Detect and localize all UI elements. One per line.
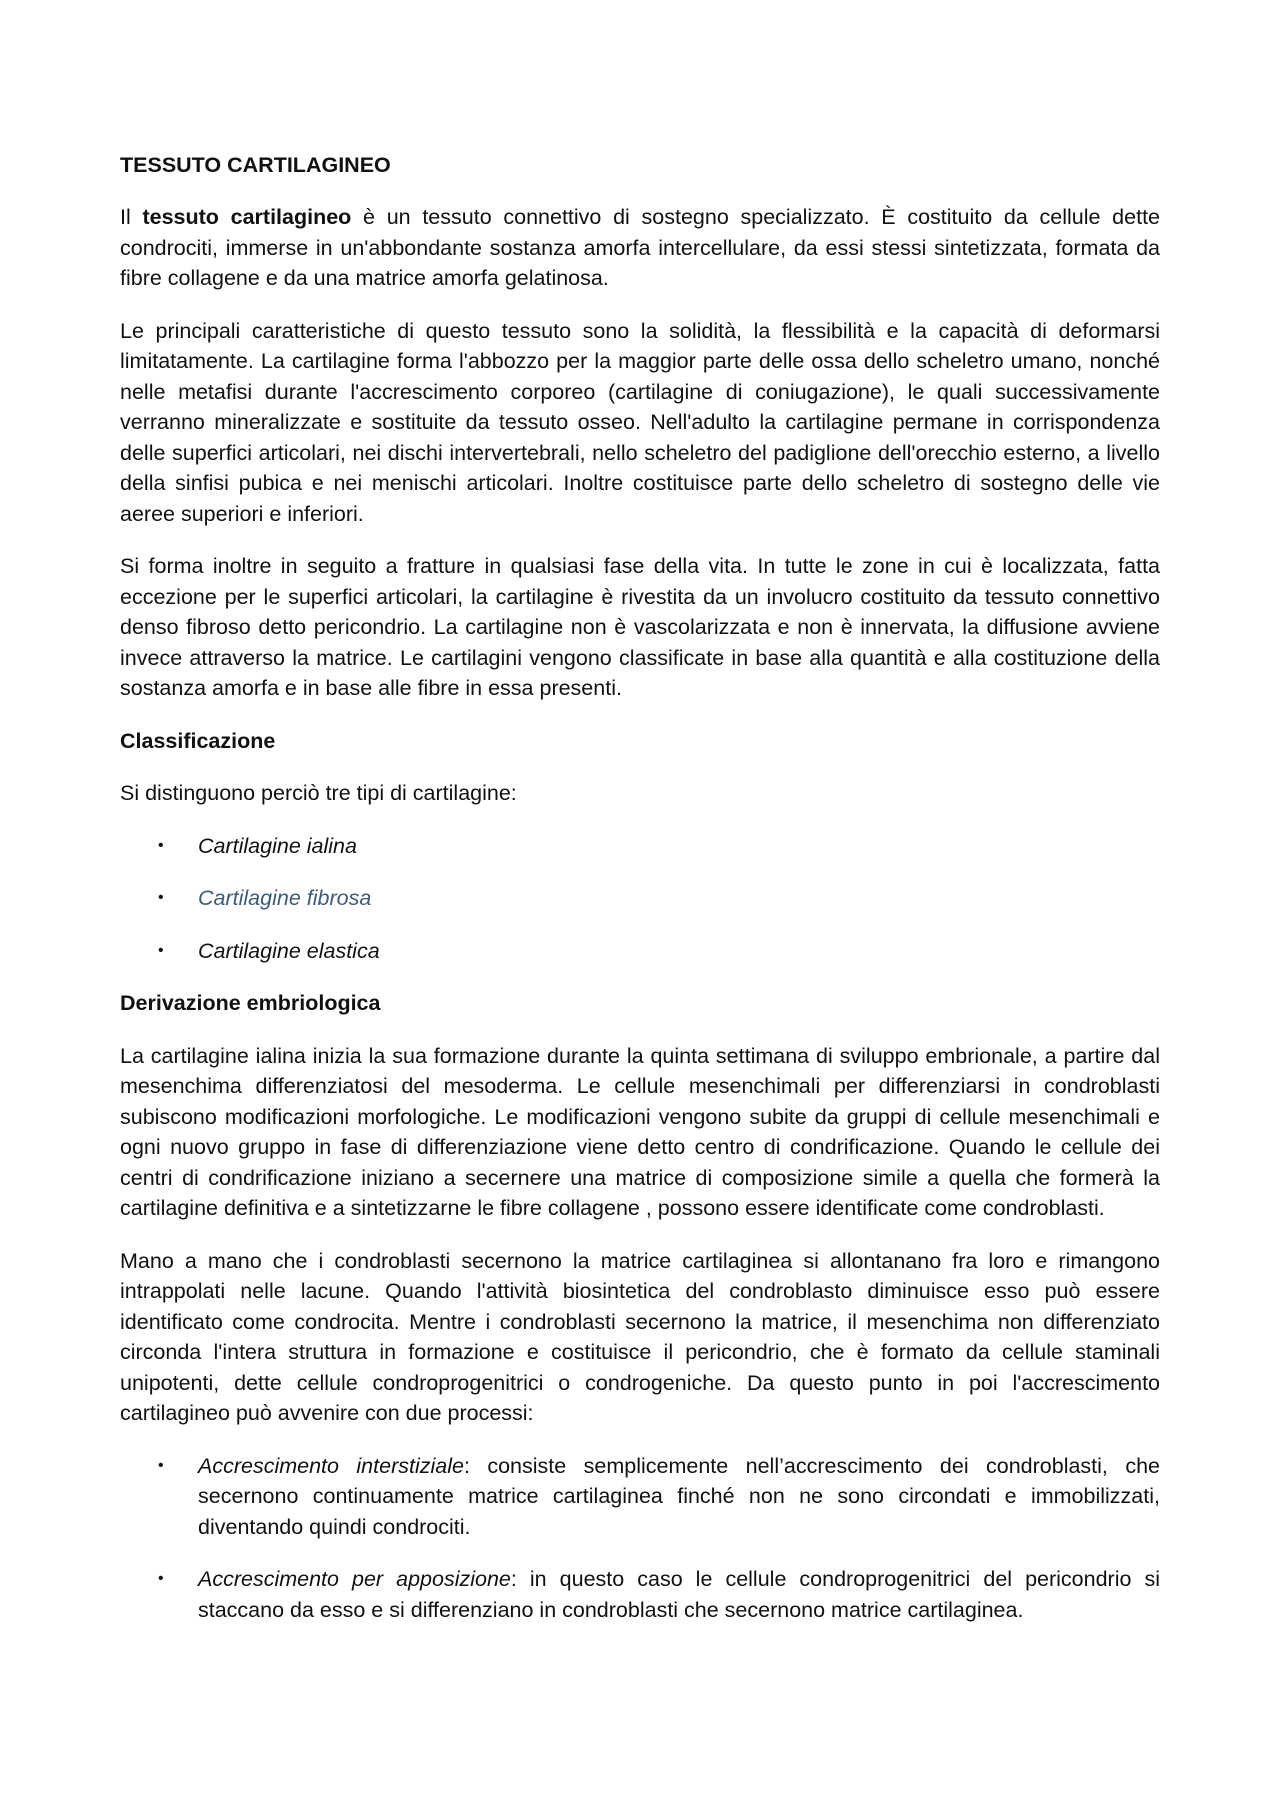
list-item xyxy=(120,883,1160,914)
document-page xyxy=(120,150,1160,1647)
cartilage-types-list xyxy=(120,831,1160,967)
list-item xyxy=(120,1564,1160,1625)
embryology-paragraph-1: La cartilagine ialina inizia la sua formazione durante la quinta settimana di sviluppo embrionale, a partire dal mesenchima differenziatosi del mesoderma. Le cellule mesenchimali per differenziarsi in condroblasti subiscono modificazioni morfologiche. Le modificazioni vengono subite da gruppi di cellule mesenchimali e ogni nuovo gruppo in fase di differenziazione viene detto centro di condrificazione. Quando le cellule dei centri di condrificazione iniziano a secernere una matrice di composizione simile a quella che formerà la cartilagine definitiva e a sintetizzarne le fibre collagene , possono essere identificate come condroblasti. xyxy=(120,1043,1160,1220)
list-item xyxy=(120,1451,1160,1543)
growth-term-interstitial: Accrescimento interstiziale xyxy=(198,1453,464,1478)
intro-bold-term: tessuto cartilagineo xyxy=(142,205,352,229)
bullet-icon: • xyxy=(158,1456,164,1474)
cartilage-type-hyaline: Cartilagine ialina xyxy=(198,833,357,858)
formation-paragraph: Si forma inoltre in seguito a fratture in qualsiasi fase della vita. In tutte le zone in cui è localizzata, fatta eccezione per le superfici articolari, la cartilagine è rivestita da un involucro costituito da tessuto connettivo denso fibroso detto pericondrio. La cartilagine non è vascolarizzata e non è innervata, la diffusione avviene invece attraverso la matrice. Le cartilagini vengono classificate in base alla quantità e alla costituzione della sostanza amorfa e in base alle fibre in essa presenti. xyxy=(120,554,1160,700)
bullet-icon: • xyxy=(158,889,164,906)
classification-heading: Classificazione xyxy=(120,728,276,753)
list-item xyxy=(120,831,1160,862)
bullet-icon: • xyxy=(158,836,164,854)
growth-text-apposition: : in questo caso le cellule condroprogenitrici del pericondrio si staccano da esso e si differenziano in condroblasti che secernono matrice cartilaginea. xyxy=(198,1567,1161,1622)
growth-term-apposition: Accrescimento per apposizione xyxy=(198,1567,511,1591)
page-title: TESSUTO CARTILAGINEO xyxy=(120,153,391,177)
intro-prefix: Il xyxy=(120,205,143,229)
list-item xyxy=(120,936,1160,967)
bullet-icon: • xyxy=(158,1570,164,1587)
cartilage-type-fibrous-link[interactable]: Cartilagine fibrosa xyxy=(198,886,372,910)
growth-text-interstitial: : consiste semplicemente nell’accrescimento dei condroblasti, che secernono continuamente matrice cartilaginea finché non ne sono circondati e immobilizzati, diventando quindi condrociti. xyxy=(198,1453,1160,1539)
intro-rest: è un tessuto connettivo di sostegno specializzato. È costituito da cellule dette condrociti, immerse in un'abbondante sostanza amorfa intercellulare, da essi stessi sintetizzata, formata da fibre collagene e da una matrice amorfa gelatinosa. xyxy=(120,205,1161,290)
bullet-icon: • xyxy=(158,941,164,959)
classification-lead: Si distinguono perciò tre tipi di cartilagine: xyxy=(120,781,517,805)
characteristics-paragraph: Le principali caratteristiche di questo tessuto sono la solidità, la flessibilità e la capacità di deformarsi limitatamente. La cartilagine forma l'abbozzo per la maggior parte delle ossa dello scheletro umano, nonché nelle metafisi durante l'accrescimento corporeo (cartilagine di coniugazione), le quali successivamente verranno mineralizzate e sostituite da tessuto osseo. Nell'adulto la cartilagine permane in corrispondenza delle superfici articolari, nei dischi intervertebrali, nello scheletro del padiglione dell'orecchio esterno, a livello della sinfisi pubica e nei menischi articolari. Inoltre costituisce parte dello scheletro di sostegno delle vie aeree superiori e inferiori. xyxy=(120,318,1160,526)
cartilage-type-elastic: Cartilagine elastica xyxy=(198,938,380,963)
embryology-heading: Derivazione embriologica xyxy=(120,991,381,1015)
growth-processes-list xyxy=(120,1451,1160,1626)
intro-paragraph xyxy=(120,202,1160,294)
embryology-paragraph-2: Mano a mano che i condroblasti secernono la matrice cartilaginea si allontanano fra loro e rimangono intrappolati nelle lacune. Quando l'attività biosintetica del condroblasto diminuisce esso può essere identificato come condrocita. Mentre i condroblasti secernono la matrice, il mesenchima non differenziato circonda l'intera struttura in formazione e costituisce il pericondrio, che è formato da cellule staminali unipotenti, dette cellule condroprogenitrici o condrogeniche. Da questo punto in poi l'accrescimento cartilagineo può avvenire con due processi: xyxy=(120,1248,1160,1425)
